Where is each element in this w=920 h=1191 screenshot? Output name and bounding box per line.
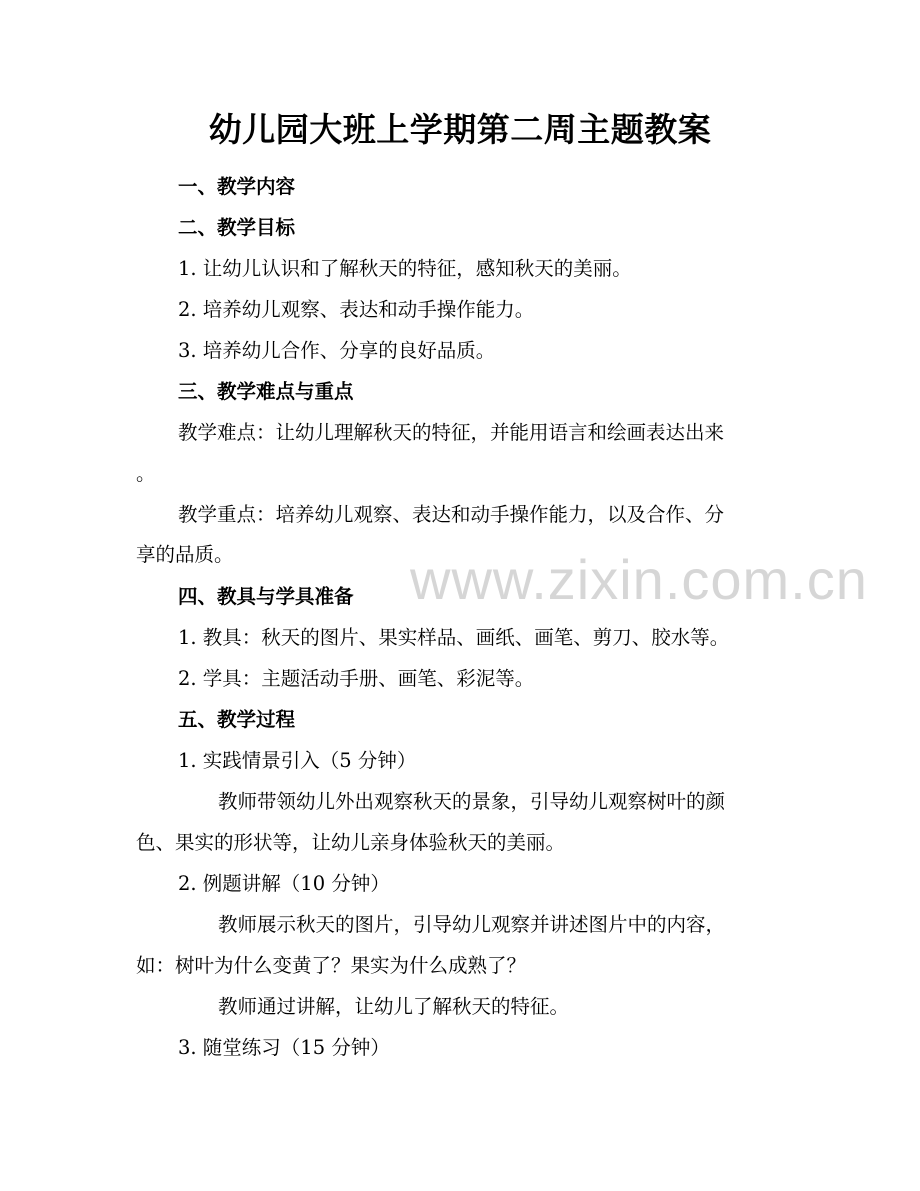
materials-item: 2. 学具：主题活动手册、画笔、彩泥等。 — [178, 667, 535, 690]
process-step-title: 2. 例题讲解（10 分钟） — [178, 872, 390, 895]
key-point-text-cont: 享的品质。 — [136, 543, 234, 566]
section-heading-content: 一、教学内容 — [178, 175, 296, 198]
process-step-text: 教师展示秋天的图片，引导幼儿观察并讲述图片中的内容， — [218, 913, 726, 936]
document-title: 幼儿园大班上学期第二周主题教案 — [208, 110, 712, 149]
key-point-text: 教学重点：培养幼儿观察、表达和动手操作能力，以及合作、分 — [178, 503, 725, 526]
process-step-title: 1. 实践情景引入（5 分钟） — [178, 749, 417, 772]
materials-item: 1. 教具：秋天的图片、果实样品、画纸、画笔、剪刀、胶水等。 — [178, 626, 730, 649]
process-step-text-cont: 色、果实的形状等，让幼儿亲身体验秋天的美丽。 — [136, 831, 566, 854]
difficulty-text-cont: 。 — [136, 462, 156, 485]
goal-item: 2. 培养幼儿观察、表达和动手操作能力。 — [178, 298, 535, 321]
difficulty-text: 教学难点：让幼儿理解秋天的特征，并能用语言和绘画表达出来 — [178, 421, 725, 444]
section-heading-difficulty: 三、教学难点与重点 — [178, 380, 354, 403]
goal-item: 1. 让幼儿认识和了解秋天的特征，感知秋天的美丽。 — [178, 257, 632, 280]
process-step-text: 教师通过讲解，让幼儿了解秋天的特征。 — [218, 995, 570, 1018]
watermark: www.zixin.com.cn — [410, 548, 868, 611]
section-heading-process: 五、教学过程 — [178, 708, 296, 731]
section-heading-goals: 二、教学目标 — [178, 216, 296, 239]
section-heading-materials: 四、教具与学具准备 — [178, 585, 354, 608]
process-step-text: 教师带领幼儿外出观察秋天的景象，引导幼儿观察树叶的颜 — [218, 790, 726, 813]
process-step-title: 3. 随堂练习（15 分钟） — [178, 1036, 390, 1059]
process-step-text-cont: 如：树叶为什么变黄了？果实为什么成熟了？ — [136, 954, 527, 977]
goal-item: 3. 培养幼儿合作、分享的良好品质。 — [178, 339, 496, 362]
